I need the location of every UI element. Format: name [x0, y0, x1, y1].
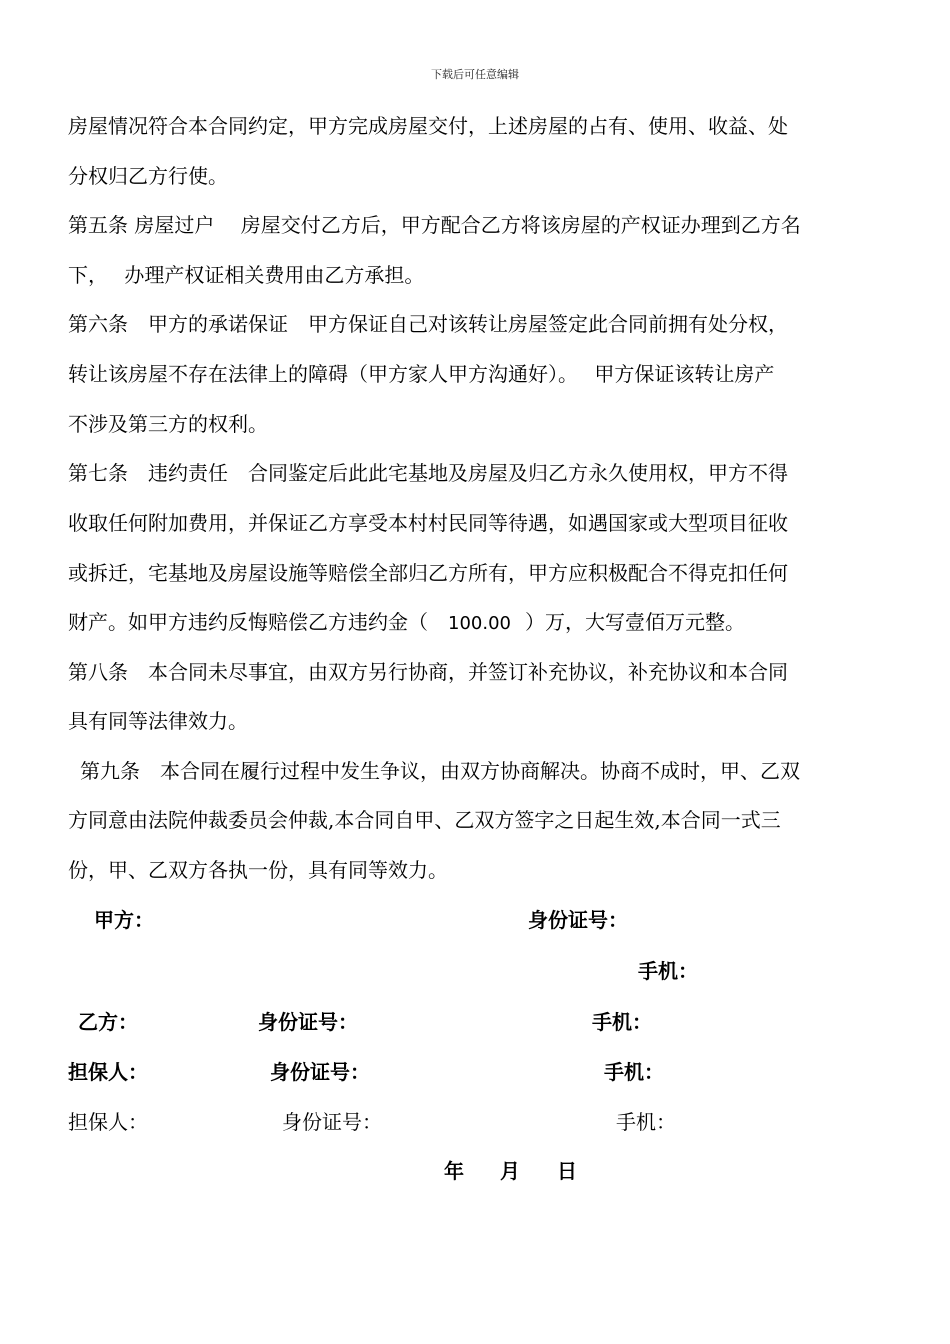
party-a-id-label: 身份证号：	[528, 908, 628, 932]
guarantor-1-id-label: 身份证号：	[270, 1060, 370, 1084]
penalty-line	[68, 609, 745, 637]
party-a-label: 甲方：	[94, 908, 154, 932]
body-line: 或拆迁，宅基地及房屋设施等赔偿全部归乙方所有，甲方应积极配合不得克扣任何	[68, 561, 788, 585]
article-7-title-line: 第七条 违约责任 合同鉴定后此此宅基地及房屋及归乙方永久使用权，甲方不得	[68, 461, 788, 485]
guarantor-2-phone-label: 手机：	[616, 1110, 676, 1134]
article-8-title-line: 第八条 本合同未尽事宜，由双方另行协商，并签订补充协议，补充协议和本合同	[68, 660, 788, 684]
guarantor-2-label: 担保人：	[68, 1110, 148, 1134]
penalty-amount: 100.00	[448, 613, 511, 634]
date-month: 月	[500, 1159, 520, 1183]
penalty-suffix: ）万，大写壹佰万元整。	[524, 610, 745, 634]
guarantor-1-phone-label: 手机：	[604, 1060, 664, 1084]
body-line: 方同意由法院仲裁委员会仲裁,本合同自甲、乙双方签字之日起生效,本合同一式三	[68, 808, 781, 832]
body-line: 收取任何附加费用，并保证乙方享受本村村民同等待遇，如遇国家或大型项目征收	[68, 511, 788, 535]
body-line: 转让该房屋不存在法律上的障碍（甲方家人甲方沟通好）。 甲方保证该转让房产	[68, 362, 775, 386]
date-year: 年	[444, 1159, 464, 1183]
body-line: 房屋情况符合本合同约定，甲方完成房屋交付，上述房屋的占有、使用、收益、处	[68, 114, 788, 138]
party-a-phone-label: 手机：	[638, 959, 698, 983]
article-6-title-line: 第六条 甲方的承诺保证 甲方保证自己对该转让房屋签定此合同前拥有处分权，	[68, 312, 788, 336]
body-line: 具有同等法律效力。	[68, 709, 248, 733]
guarantor-1-label: 担保人：	[68, 1060, 148, 1084]
penalty-prefix: 财产。如甲方违约反悔赔偿乙方违约金（	[68, 610, 428, 634]
page-header: 下载后可任意编辑	[431, 68, 519, 81]
article-5-title-line: 第五条 房屋过户 房屋交付乙方后，甲方配合乙方将该房屋的产权证办理到乙方名	[68, 213, 801, 237]
article-9-title-line: 第九条 本合同在履行过程中发生争议，由双方协商解决。协商不成时，甲、乙双	[80, 759, 800, 783]
body-line: 分权归乙方行使。	[68, 164, 228, 188]
party-b-phone-label: 手机：	[592, 1010, 652, 1034]
body-line: 份，甲、乙双方各执一份，具有同等效力。	[68, 858, 448, 882]
date-day: 日	[557, 1159, 577, 1183]
party-b-label: 乙方：	[78, 1010, 138, 1034]
guarantor-2-id-label: 身份证号：	[282, 1110, 382, 1134]
party-b-id-label: 身份证号：	[258, 1010, 358, 1034]
body-line: 不涉及第三方的权利。	[68, 412, 268, 436]
body-line: 下， 办理产权证相关费用由乙方承担。	[68, 263, 425, 287]
